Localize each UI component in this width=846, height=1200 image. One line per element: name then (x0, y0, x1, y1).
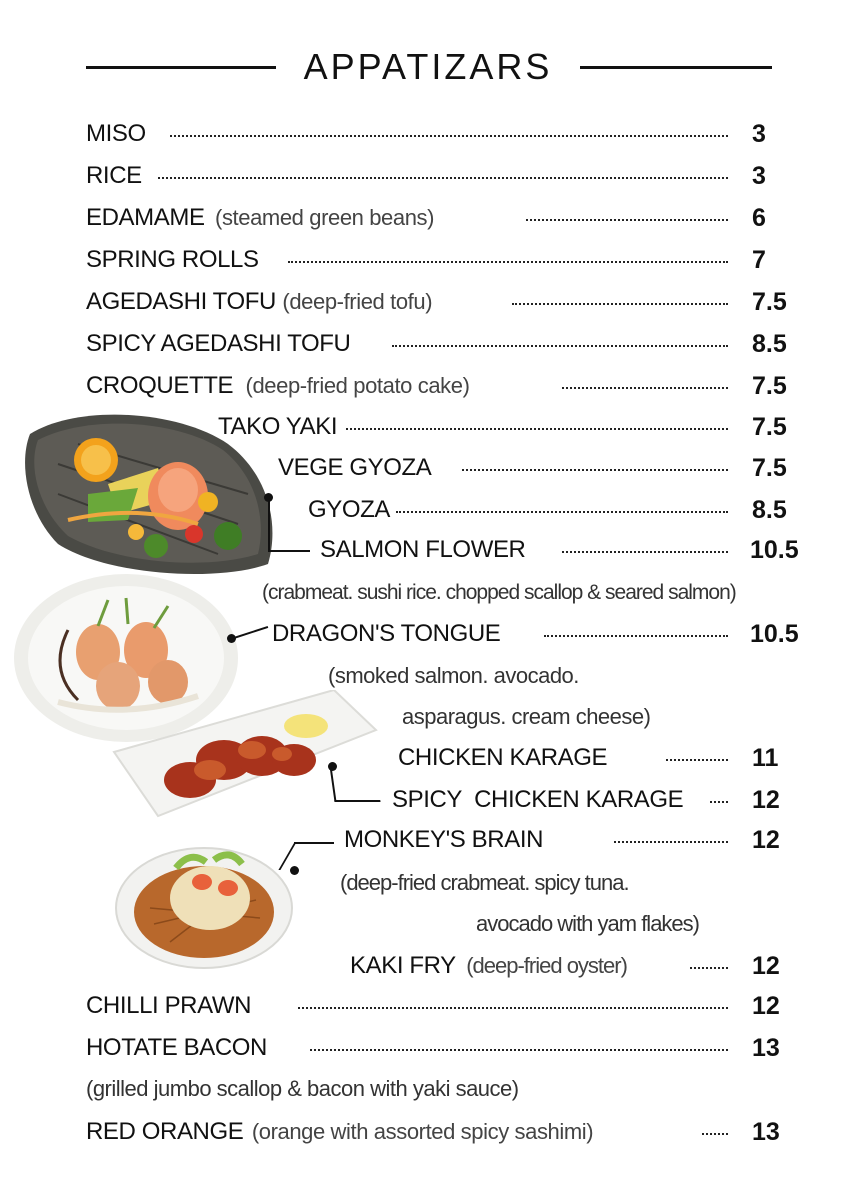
item-name: SPICY CHICKEN KARAGE (392, 786, 684, 813)
item-price: 13 (752, 1118, 780, 1146)
menu-item-kaki-fry (350, 948, 627, 984)
leader-dots (544, 616, 728, 652)
chicken-karage-pointer-line (329, 766, 380, 802)
leader-dots (346, 409, 728, 445)
leader-dots (702, 1114, 728, 1150)
leader-dots (562, 368, 728, 404)
item-name: CHILLI PRAWN (86, 992, 252, 1019)
menu-item-agedashi-tofu (86, 284, 432, 320)
item-name: SPICY AGEDASHI TOFU (86, 330, 351, 357)
item-description: (steamed green beans) (215, 205, 435, 230)
item-price: 12 (752, 826, 780, 854)
monkeys-brain-pointer-line (294, 842, 334, 872)
item-name: HOTATE BACON (86, 1034, 267, 1061)
item-price: 6 (752, 204, 766, 232)
item-description: (orange with assorted spicy sashimi) (251, 1119, 594, 1144)
menu-item-chicken-karage (398, 740, 607, 776)
leader-dots (288, 242, 728, 278)
menu-item-miso (86, 116, 146, 152)
leader-dots (392, 326, 728, 362)
menu-item-gyoza (308, 492, 390, 528)
item-price: 12 (752, 992, 780, 1020)
item-price: 3 (752, 162, 766, 190)
leader-dots (690, 948, 728, 984)
item-name: DRAGON'S TONGUE (272, 620, 501, 647)
item-name: SALMON FLOWER (320, 536, 526, 563)
item-name: RICE (86, 162, 142, 189)
menu-item-tako-yaki (218, 409, 337, 445)
menu-item-edamame (86, 200, 434, 236)
item-price: 7 (752, 246, 766, 274)
leader-dots (298, 988, 728, 1024)
item-note: (deep-fried crabmeat. spicy tuna. (340, 870, 629, 895)
item-price: 7.5 (752, 454, 787, 482)
leader-dots (170, 116, 728, 152)
item-note: avocado with yam flakes) (476, 911, 699, 936)
leader-dots (710, 782, 728, 818)
menu-header (0, 46, 846, 90)
item-price: 3 (752, 120, 766, 148)
leader-dots (562, 532, 728, 568)
monkeys-brain-photo (110, 838, 300, 972)
leader-dots (512, 284, 728, 320)
menu-item-spicy-agedashi-tofu (86, 326, 351, 362)
leader-dots (526, 200, 728, 236)
item-name: CROQUETTE (86, 372, 234, 399)
menu-item-hotate-bacon (86, 1030, 267, 1066)
leader-dots (614, 822, 728, 858)
item-price: 12 (752, 952, 780, 980)
item-description: (deep-fried oyster) (466, 953, 627, 978)
menu-title: APPATIZARS (303, 46, 553, 87)
item-name: MONKEY'S BRAIN (344, 826, 544, 853)
item-name: CHICKEN KARAGE (398, 744, 608, 771)
item-name: TAKO YAKI (218, 413, 338, 440)
item-note: (smoked salmon. avocado. (328, 663, 579, 688)
title-rule-left (86, 66, 276, 69)
menu-item-dragons-tongue (272, 616, 500, 652)
menu-item-monkeys-brain (344, 822, 543, 858)
menu-item-vege-gyoza (278, 450, 431, 486)
leader-dots (396, 492, 728, 528)
title-rule-right (580, 66, 772, 69)
item-name: VEGE GYOZA (278, 454, 432, 481)
leader-dots (158, 158, 728, 194)
leader-dots (310, 1030, 728, 1066)
salmon-flower-pointer-line (268, 498, 310, 552)
leader-dots (462, 450, 728, 486)
item-description: (deep-fried potato cake) (245, 373, 470, 398)
menu-item-spring-rolls (86, 242, 259, 278)
menu-item-spicy-chicken-karage (392, 782, 683, 818)
item-price: 11 (752, 744, 779, 772)
item-price: 7.5 (752, 413, 787, 441)
menu-item-salmon-flower (320, 532, 526, 568)
item-price: 10.5 (750, 536, 799, 564)
item-note: (grilled jumbo scallop & bacon with yaki sauce) (86, 1076, 519, 1101)
item-name: KAKI FRY (350, 952, 456, 979)
menu-item-croquette (86, 368, 470, 404)
item-price: 13 (752, 1034, 780, 1062)
item-name: SPRING ROLLS (86, 246, 259, 273)
item-price: 7.5 (752, 288, 787, 316)
item-price: 12 (752, 786, 780, 814)
item-note: (crabmeat. sushi rice. chopped scallop & seared salmon) (262, 581, 736, 604)
item-price: 8.5 (752, 496, 787, 524)
item-name: RED ORANGE (86, 1118, 244, 1145)
item-name: AGEDASHI TOFU (86, 288, 276, 315)
item-name: GYOZA (308, 496, 391, 523)
item-price: 10.5 (750, 620, 799, 648)
item-description: (deep-fried tofu) (282, 289, 433, 314)
item-note: asparagus. cream cheese) (402, 704, 651, 729)
menu-item-red-orange (86, 1114, 593, 1150)
item-price: 7.5 (752, 372, 787, 400)
menu-item-rice (86, 158, 142, 194)
menu-item-chilli-prawn (86, 988, 251, 1024)
leader-dots (666, 740, 728, 776)
item-name: MISO (86, 120, 146, 147)
item-price: 8.5 (752, 330, 787, 358)
item-name: EDAMAME (86, 204, 205, 231)
